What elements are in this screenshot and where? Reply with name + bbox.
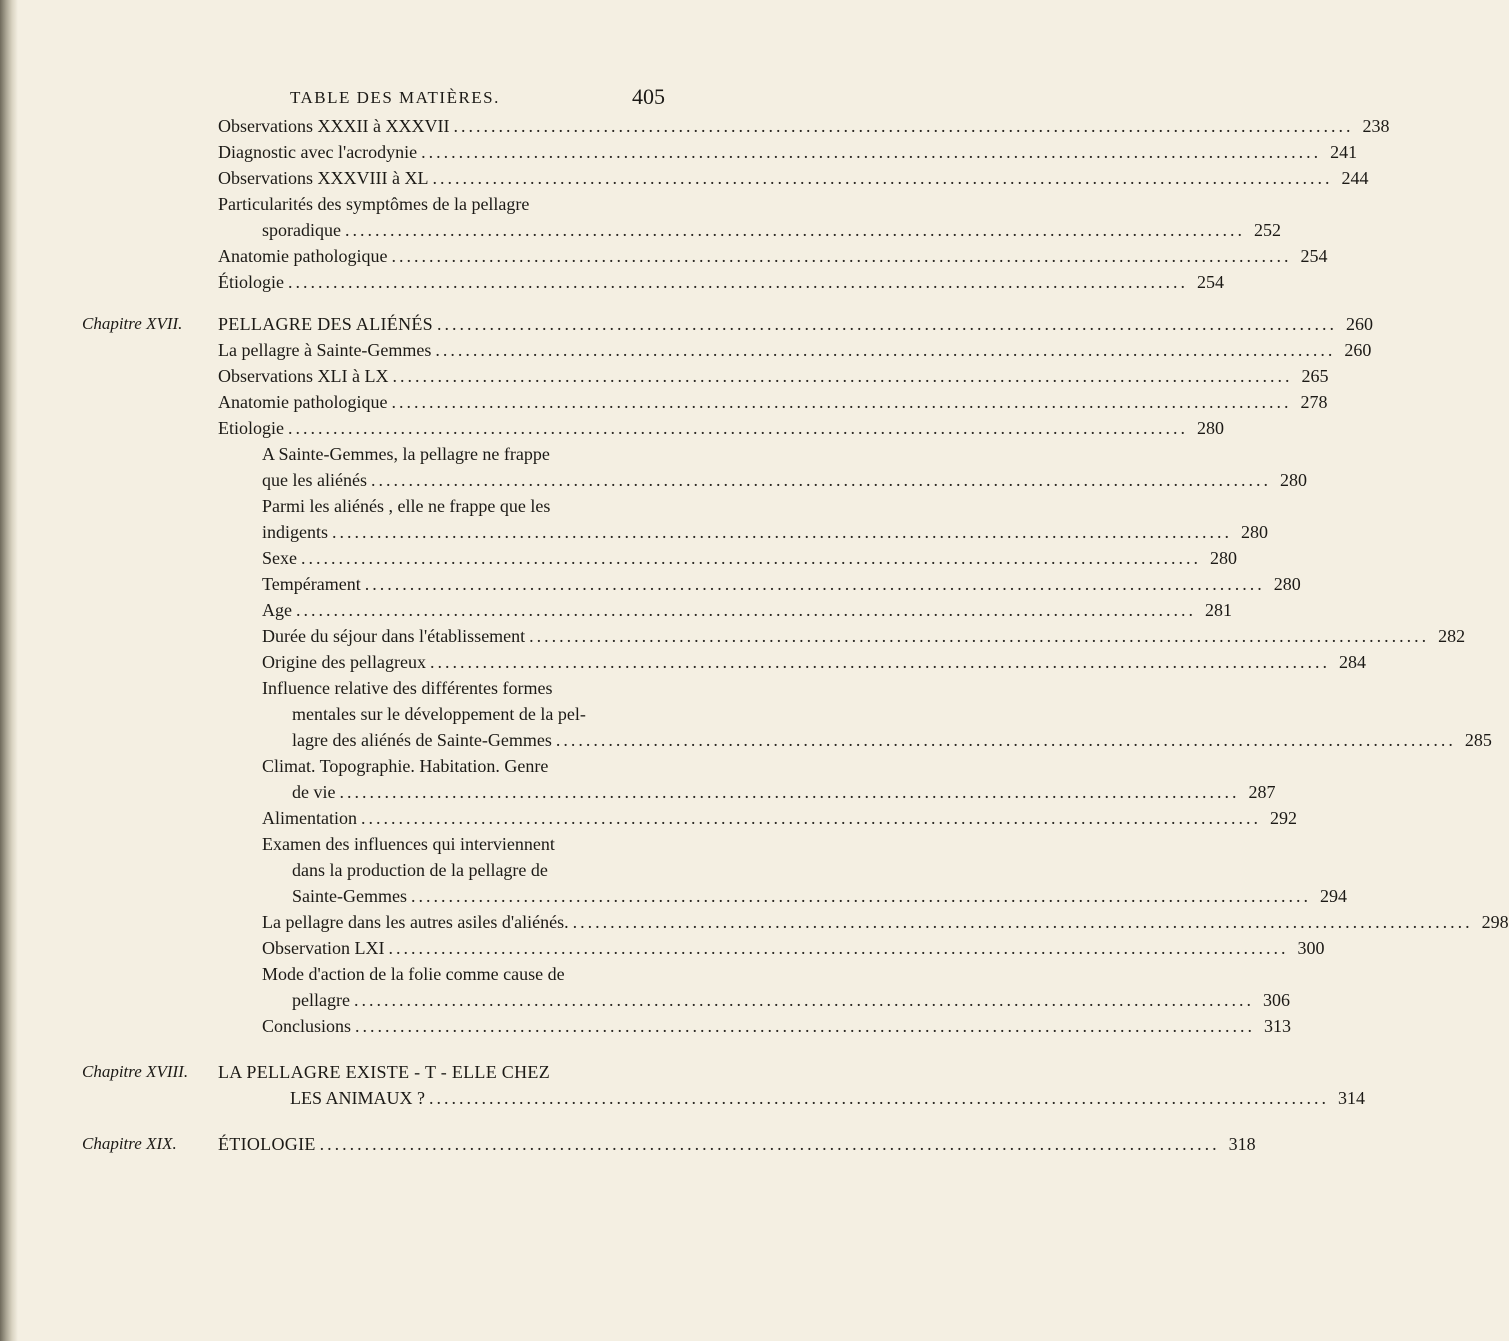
toc-entry-label: dans la production de la pellagre de: [292, 860, 548, 880]
toc-entry-page: 280: [1210, 548, 1237, 568]
dot-leader: ........................................................................................................................: [353, 990, 1254, 1010]
toc-entry-page: 265: [1301, 366, 1329, 386]
toc-entry: [218, 1062, 672, 1088]
toc-entry-page: 282: [1438, 626, 1466, 646]
toc-entry-label: Particularités des symptômes de la pellagre: [218, 194, 530, 214]
toc-entry-label: pellagre: [292, 990, 350, 1010]
toc-entry-page: 238: [1362, 116, 1390, 136]
dot-leader: ........................................................................................................................: [301, 548, 1201, 568]
dot-leader: ........................................................................................................................: [360, 808, 1261, 828]
toc-entry: [218, 392, 1328, 418]
toc-entry-label: PELLAGRE DES ALIÉNÉS: [218, 314, 433, 334]
toc-entry-page: 292: [1269, 808, 1297, 828]
toc-entry: [292, 886, 1347, 912]
toc-entry-label: Sexe: [262, 548, 297, 568]
chapter-number: Chapitre XVII.: [82, 314, 183, 333]
toc-entry: [262, 834, 672, 860]
dot-leader: ........................................................................................................................: [435, 340, 1336, 360]
toc-entry-page: 298: [1481, 912, 1509, 932]
toc-entry: [262, 220, 1281, 246]
toc-entry: [290, 1088, 1365, 1114]
toc-entry-page: 280: [1197, 418, 1224, 438]
toc-entry-label: mentales sur le développement de la pel-: [292, 704, 586, 724]
dot-leader: ........................................................................................................................: [370, 470, 1271, 490]
toc-entry-label: Conclusions: [262, 1016, 352, 1036]
toc-entry-label: Diagnostic avec l'acrodynie: [218, 142, 418, 162]
toc-entry-label: La pellagre à Sainte-Gemmes: [218, 340, 432, 360]
toc-entry-label: Observation LXI: [262, 938, 385, 958]
toc-entry: [292, 860, 672, 886]
dot-leader: ........................................................................................................................: [572, 912, 1473, 932]
toc-entry-label: A Sainte-Gemmes, la pellagre ne frappe: [262, 444, 550, 464]
toc-entry: [292, 990, 1290, 1016]
toc-entry-page: 260: [1346, 314, 1373, 334]
dot-leader: ........................................................................................................................: [364, 574, 1265, 594]
dot-leader: ........................................................................................................................: [555, 730, 1456, 750]
toc-entry-page: 281: [1205, 600, 1232, 620]
page-header: [0, 84, 800, 112]
toc-entry-label: ÉTIOLOGIE: [218, 1134, 316, 1154]
dot-leader: ........................................................................................................................: [429, 1088, 1329, 1108]
toc-entry: [262, 652, 1366, 678]
toc-entry: [218, 168, 1369, 194]
toc-entry-page: 244: [1341, 168, 1369, 188]
dot-leader: ........................................................................................................................: [288, 418, 1188, 438]
toc-entry-page: 284: [1338, 652, 1366, 672]
toc-entry-label: Anatomie pathologique: [218, 392, 388, 412]
toc-entry: [262, 496, 672, 522]
toc-entry-label: Étiologie: [218, 272, 284, 292]
toc-entry-label: Sainte-Gemmes: [292, 886, 407, 906]
toc-entry-page: 260: [1344, 340, 1372, 360]
toc-entry: [262, 808, 1297, 834]
dot-leader: ........................................................................................................................: [429, 652, 1330, 672]
toc-entry: [262, 600, 1232, 626]
toc-entry-label: Tempérament: [262, 574, 361, 594]
dot-leader: ........................................................................................................................: [319, 1134, 1220, 1154]
toc-entry-label: LES ANIMAUX ?: [290, 1088, 425, 1108]
toc-entry: [262, 678, 672, 704]
toc-entry: [262, 1016, 1292, 1042]
toc-entry-label: Origine des pellagreux: [262, 652, 426, 672]
toc-entry-label: Influence relative des différentes formes: [262, 678, 553, 698]
toc-entry: [218, 246, 1328, 272]
toc-entry-page: 287: [1248, 782, 1276, 802]
toc-entry-label: LA PELLAGRE EXISTE - T - ELLE CHEZ: [218, 1062, 550, 1082]
toc-entry: [262, 470, 1307, 496]
toc-entry-page: 294: [1319, 886, 1347, 906]
toc-entry: [218, 116, 1390, 142]
toc-entry-page: 313: [1264, 1016, 1292, 1036]
dot-leader: ........................................................................................................................: [391, 246, 1292, 266]
toc-entry: [218, 142, 1358, 168]
chapter-number: Chapitre XIX.: [82, 1134, 177, 1153]
toc-entry: [262, 938, 1325, 964]
toc-entry: [262, 626, 1466, 652]
toc-entry: [218, 340, 1372, 366]
toc-entry: [218, 366, 1329, 392]
toc-entry-page: 278: [1300, 392, 1328, 412]
toc-entry: [292, 704, 672, 730]
toc-entry-label: Parmi les aliénés , elle ne frappe que les: [262, 496, 551, 516]
toc-entry-label: Examen des influences qui interviennent: [262, 834, 555, 854]
dot-leader: ........................................................................................................................: [529, 626, 1430, 646]
dot-leader: ........................................................................................................................: [453, 116, 1354, 136]
toc-entry-page: 280: [1273, 574, 1301, 594]
toc-entry-label: que les aliénés: [262, 470, 367, 490]
toc-entry-label: Etiologie: [218, 418, 284, 438]
dot-leader: ........................................................................................................................: [355, 1016, 1256, 1036]
toc-entry-label: Durée du séjour dans l'établissement: [262, 626, 526, 646]
toc-entry: [218, 272, 1224, 298]
book-binding-shadow: [0, 0, 18, 1341]
toc-entry: [262, 964, 672, 990]
toc-entry: [292, 782, 1276, 808]
dot-leader: ........................................................................................................................: [437, 314, 1337, 334]
toc-entry-label: de vie: [292, 782, 336, 802]
toc-entry: [218, 194, 672, 220]
dot-leader: ........................................................................................................................: [344, 220, 1245, 240]
dot-leader: ........................................................................................................................: [332, 522, 1232, 542]
chapter-number: Chapitre XVIII.: [82, 1062, 189, 1081]
dot-leader: ........................................................................................................................: [392, 366, 1293, 386]
dot-leader: ........................................................................................................................: [432, 168, 1333, 188]
toc-entry: [218, 314, 1373, 340]
dot-leader: ........................................................................................................................: [410, 886, 1311, 906]
running-title: TABLE DES MATIÈRES.: [290, 88, 500, 107]
dot-leader: ........................................................................................................................: [421, 142, 1322, 162]
toc-entry-page: 280: [1279, 470, 1307, 490]
toc-entry-label: Observations XLI à LX: [218, 366, 389, 386]
toc-entry-page: 300: [1297, 938, 1325, 958]
toc-entry-label: Climat. Topographie. Habitation. Genre: [262, 756, 549, 776]
toc-entry: [262, 522, 1268, 548]
toc-entry: [262, 574, 1301, 600]
dot-leader: ........................................................................................................................: [288, 272, 1188, 292]
toc-entry-label: Anatomie pathologique: [218, 246, 388, 266]
toc-entry-label: lagre des aliénés de Sainte-Gemmes: [292, 730, 552, 750]
toc-entry-page: 254: [1197, 272, 1224, 292]
toc-entry: [262, 444, 672, 470]
toc-entry: [218, 1134, 1256, 1160]
dot-leader: ........................................................................................................................: [388, 938, 1289, 958]
toc-entry-page: 252: [1253, 220, 1281, 240]
dot-leader: ........................................................................................................................: [339, 782, 1240, 802]
toc-entry-label: Age: [262, 600, 292, 620]
toc-entry-label: indigents: [262, 522, 328, 542]
toc-entry: [218, 418, 1224, 444]
dot-leader: ........................................................................................................................: [296, 600, 1196, 620]
toc-entry: [292, 730, 1492, 756]
toc-entry-label: Mode d'action de la folie comme cause de: [262, 964, 565, 984]
toc-entry: [262, 548, 1237, 574]
toc-entry-label: La pellagre dans les autres asiles d'aliénés.: [262, 912, 569, 932]
toc-entry-page: 314: [1338, 1088, 1365, 1108]
toc-entry-page: 241: [1330, 142, 1358, 162]
toc-entry-label: sporadique: [262, 220, 341, 240]
toc-entry: [262, 912, 1509, 938]
toc-entry-page: 280: [1241, 522, 1268, 542]
toc-entry: [262, 756, 672, 782]
toc-entry-page: 254: [1300, 246, 1328, 266]
toc-entry-page: 306: [1262, 990, 1290, 1010]
toc-entry-label: Observations XXXII à XXXVII: [218, 116, 450, 136]
dot-leader: ........................................................................................................................: [391, 392, 1292, 412]
page-number: 405: [632, 84, 665, 109]
toc-entry-page: 285: [1464, 730, 1492, 750]
toc-entry-label: Alimentation: [262, 808, 357, 828]
toc-entry-page: 318: [1228, 1134, 1256, 1154]
toc-entry-label: Observations XXXVIII à XL: [218, 168, 429, 188]
